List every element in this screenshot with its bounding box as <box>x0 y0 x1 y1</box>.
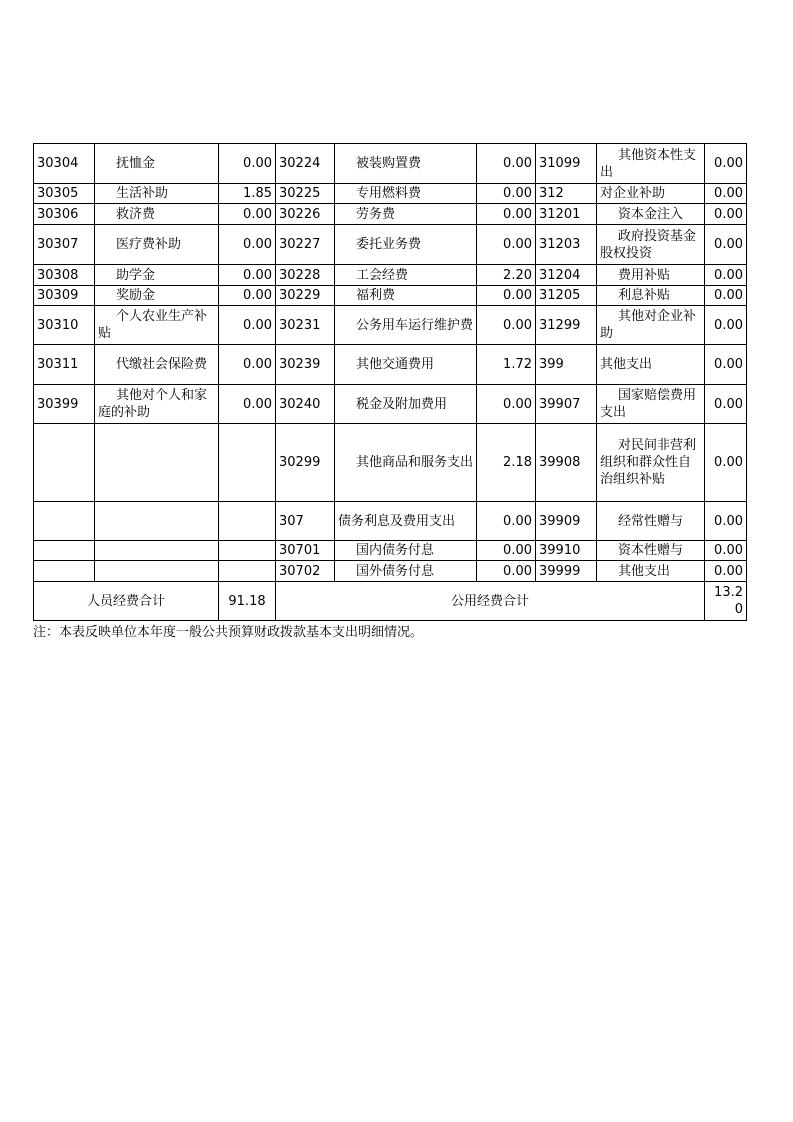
table-row <box>34 561 747 582</box>
public-total-value: 13.20 <box>705 582 747 621</box>
code-cell: 30311 <box>34 345 95 385</box>
code-cell: 31299 <box>536 306 597 345</box>
table-row <box>34 144 747 184</box>
item-name-cell: 债务利息及费用支出 <box>335 502 477 541</box>
item-name-cell: 利息补贴 <box>597 286 705 306</box>
item-name-cell: 劳务费 <box>335 204 477 225</box>
code-cell: 31203 <box>536 225 597 265</box>
table-row <box>34 541 747 561</box>
table-row <box>34 424 747 502</box>
amount-cell: 0.00 <box>477 561 536 582</box>
code-cell: 39909 <box>536 502 597 541</box>
amount-cell: 0.00 <box>477 286 536 306</box>
item-name-cell: 个人农业生产补贴 <box>95 306 219 345</box>
amount-cell: 0.00 <box>705 225 747 265</box>
item-name-cell: 福利费 <box>335 286 477 306</box>
table-body <box>34 144 747 621</box>
item-name-cell: 被装购置费 <box>335 144 477 184</box>
amount-cell: 2.20 <box>477 265 536 286</box>
amount-cell: 0.00 <box>219 204 276 225</box>
code-cell: 31099 <box>536 144 597 184</box>
amount-cell: 0.00 <box>705 286 747 306</box>
table-row <box>34 385 747 424</box>
code-cell: 30224 <box>276 144 335 184</box>
code-cell: 30701 <box>276 541 335 561</box>
personnel-total-label: 人员经费合计 <box>34 582 219 621</box>
code-cell: 399 <box>536 345 597 385</box>
item-name-cell <box>95 541 219 561</box>
personnel-total-value: 91.18 <box>219 582 276 621</box>
amount-cell: 0.00 <box>705 424 747 502</box>
code-cell: 30299 <box>276 424 335 502</box>
amount-cell: 0.00 <box>477 144 536 184</box>
code-cell <box>34 561 95 582</box>
item-name-cell: 医疗费补助 <box>95 225 219 265</box>
amount-cell: 0.00 <box>705 561 747 582</box>
amount-cell: 0.00 <box>477 541 536 561</box>
code-cell: 30231 <box>276 306 335 345</box>
code-cell: 30306 <box>34 204 95 225</box>
budget-detail-table <box>33 143 747 621</box>
code-cell <box>34 541 95 561</box>
code-cell: 30240 <box>276 385 335 424</box>
item-name-cell: 其他对个人和家庭的补助 <box>95 385 219 424</box>
table-row <box>34 184 747 204</box>
amount-cell: 0.00 <box>705 502 747 541</box>
code-cell: 30227 <box>276 225 335 265</box>
code-cell: 30307 <box>34 225 95 265</box>
item-name-cell: 其他商品和服务支出 <box>335 424 477 502</box>
table-note: 注：本表反映单位本年度一般公共预算财政拨款基本支出明细情况。 <box>33 625 424 640</box>
amount-cell: 2.18 <box>477 424 536 502</box>
item-name-cell <box>95 424 219 502</box>
item-name-cell: 代缴社会保险费 <box>95 345 219 385</box>
totals-row <box>34 582 747 621</box>
amount-cell: 0.00 <box>219 306 276 345</box>
table-row <box>34 225 747 265</box>
amount-cell: 0.00 <box>705 385 747 424</box>
code-cell: 30310 <box>34 306 95 345</box>
item-name-cell: 公务用车运行维护费 <box>335 306 477 345</box>
code-cell: 30239 <box>276 345 335 385</box>
amount-cell <box>219 424 276 502</box>
item-name-cell: 其他对企业补助 <box>597 306 705 345</box>
code-cell <box>34 502 95 541</box>
table-row <box>34 502 747 541</box>
code-cell: 30225 <box>276 184 335 204</box>
item-name-cell: 税金及附加费用 <box>335 385 477 424</box>
code-cell: 30309 <box>34 286 95 306</box>
item-name-cell: 工会经费 <box>335 265 477 286</box>
code-cell: 39910 <box>536 541 597 561</box>
item-name-cell: 救济费 <box>95 204 219 225</box>
amount-cell: 0.00 <box>219 225 276 265</box>
code-cell: 312 <box>536 184 597 204</box>
amount-cell: 0.00 <box>219 345 276 385</box>
item-name-cell: 其他资本性支出 <box>597 144 705 184</box>
code-cell: 31205 <box>536 286 597 306</box>
amount-cell: 0.00 <box>705 541 747 561</box>
amount-cell <box>219 541 276 561</box>
item-name-cell: 政府投资基金股权投资 <box>597 225 705 265</box>
amount-cell: 0.00 <box>219 144 276 184</box>
item-name-cell: 生活补助 <box>95 184 219 204</box>
code-cell: 39999 <box>536 561 597 582</box>
amount-cell: 0.00 <box>705 345 747 385</box>
code-cell: 30308 <box>34 265 95 286</box>
item-name-cell: 抚恤金 <box>95 144 219 184</box>
table-row <box>34 204 747 225</box>
amount-cell: 0.00 <box>219 385 276 424</box>
amount-cell: 0.00 <box>219 265 276 286</box>
item-name-cell <box>95 561 219 582</box>
amount-cell <box>219 502 276 541</box>
item-name-cell: 其他交通费用 <box>335 345 477 385</box>
item-name-cell: 资本性赠与 <box>597 541 705 561</box>
amount-cell: 1.72 <box>477 345 536 385</box>
code-cell: 30228 <box>276 265 335 286</box>
item-name-cell: 资本金注入 <box>597 204 705 225</box>
code-cell: 30305 <box>34 184 95 204</box>
item-name-cell: 其他支出 <box>597 345 705 385</box>
amount-cell: 0.00 <box>477 385 536 424</box>
amount-cell: 0.00 <box>705 184 747 204</box>
table-row <box>34 286 747 306</box>
amount-cell: 0.00 <box>477 225 536 265</box>
item-name-cell: 经常性赠与 <box>597 502 705 541</box>
item-name-cell: 委托业务费 <box>335 225 477 265</box>
amount-cell: 0.00 <box>477 502 536 541</box>
public-total-label: 公用经费合计 <box>276 582 705 621</box>
amount-cell: 0.00 <box>705 204 747 225</box>
amount-cell: 0.00 <box>705 306 747 345</box>
item-name-cell: 国外债务付息 <box>335 561 477 582</box>
item-name-cell: 专用燃料费 <box>335 184 477 204</box>
amount-cell: 0.00 <box>477 184 536 204</box>
amount-cell: 0.00 <box>477 306 536 345</box>
item-name-cell: 奖励金 <box>95 286 219 306</box>
code-cell: 39907 <box>536 385 597 424</box>
amount-cell: 1.85 <box>219 184 276 204</box>
code-cell: 30229 <box>276 286 335 306</box>
code-cell: 30304 <box>34 144 95 184</box>
code-cell <box>34 424 95 502</box>
item-name-cell: 国内债务付息 <box>335 541 477 561</box>
item-name-cell: 国家赔偿费用支出 <box>597 385 705 424</box>
item-name-cell: 助学金 <box>95 265 219 286</box>
item-name-cell <box>95 502 219 541</box>
amount-cell: 0.00 <box>477 204 536 225</box>
amount-cell: 0.00 <box>705 265 747 286</box>
code-cell: 30399 <box>34 385 95 424</box>
amount-cell: 0.00 <box>219 286 276 306</box>
code-cell: 307 <box>276 502 335 541</box>
code-cell: 31204 <box>536 265 597 286</box>
code-cell: 30702 <box>276 561 335 582</box>
item-name-cell: 对民间非营利组织和群众性自治组织补贴 <box>597 424 705 502</box>
code-cell: 39908 <box>536 424 597 502</box>
table-row <box>34 345 747 385</box>
table-row <box>34 306 747 345</box>
code-cell: 30226 <box>276 204 335 225</box>
code-cell: 31201 <box>536 204 597 225</box>
table-row <box>34 265 747 286</box>
amount-cell: 0.00 <box>705 144 747 184</box>
item-name-cell: 对企业补助 <box>597 184 705 204</box>
item-name-cell: 费用补贴 <box>597 265 705 286</box>
item-name-cell: 其他支出 <box>597 561 705 582</box>
amount-cell <box>219 561 276 582</box>
